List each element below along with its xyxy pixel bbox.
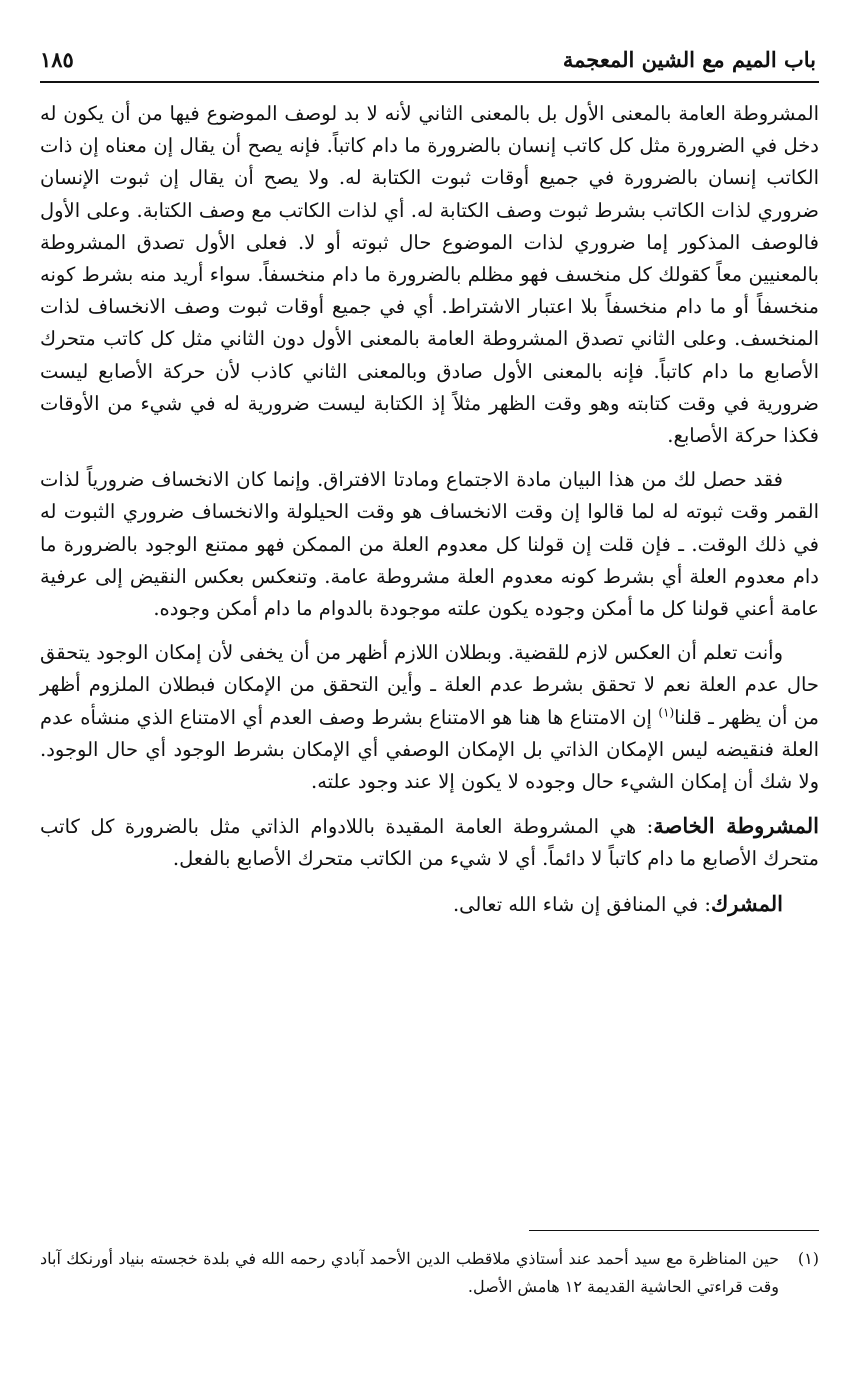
paragraph — [40, 637, 819, 798]
entry-text: : هي المشروطة العامة المقيدة باللادوام الذاتي مثل بالضرورة كل كاتب متحرك الأصابع ما دام كاتباً لا دائماً. أي لا شيء من الكاتب متحرك الأصابع بالفعل. — [40, 815, 819, 871]
paragraph-text: إن الامتناع ها هنا هو الامتناع بشرط وصف العدم أي الامتناع الذي منشأه عدم العلة فنقيضه ليس الإمكان الذاتي بل الإمكان الوصفي أي الإمكان بشرط الوجود أي حال الوجود. ولا شك أن إمكان الشيء حال وجوده لا يكون إلا عند وجود علته. — [40, 705, 820, 794]
main-text — [40, 98, 819, 933]
entry — [40, 888, 819, 921]
running-title: باب الميم مع الشين المعجمة — [562, 46, 816, 72]
entry-term: المشرك — [710, 890, 783, 916]
paragraph: المشروطة العامة بالمعنى الأول بل بالمعنى الثاني لأنه لا بد لوصف الموضوع فيها من أن يكون له دخل في الضرورة مثل كل كاتب إنسان بالضرورة ما دام كاتباً. فإنه يصح أن يقال إن معناه إن ذات الكاتب إنسان بالضرورة في جميع أوقات ثبوت الكتابة له. ولا يصح أن يقال إن ثبوت الإنسان ضروري لذات الكاتب بشرط ثبوت وصف الكتابة له. أي لذات الكاتب مع وصف الكتابة. وعلى الأول فالوصف المذكور إما ضروري لذات الموضوع حال ثبوته أو لا. فعلى الأول تصدق المشروطة بالمعنيين معاً كقولك كل منخسف فهو مظلم بالضرورة ما دام منخسفاً. سواء أريد منه بشرط كونه منخسفاً أو ما دام منخسفاً بلا اعتبار الاشتراط. أي في جميع أوقات ثبوت وصف الانخساف لذات المنخسف. وعلى الثاني تصدق المشروطة العامة بالمعنى الأول دون الثاني مثل كل كاتب متحرك الأصابع ما دام كاتباً. فإنه بالمعنى الأول صادق وبالمعنى الثاني كاذب لأن حركة الأصابع ليست ضرورية في وقت كتابته وهو وقت الظهر مثلاً إذ الكتابة ليست ضرورية له في شيء من الأوقات فكذا حركة الأصابع. — [40, 102, 819, 448]
header-divider — [40, 81, 819, 83]
paragraph-text: وأنت تعلم أن العكس لازم للقضية. وبطلان اللازم أظهر من أن يخفى لأن إمكان الوجود يتحقق حال عدم العلة نعم لا تحقق بشرط عدم العلة ـ وأين التحقق من الإمكان فبطلان الملزوم أظهر من أن يظهر ـ قلنا — [40, 641, 819, 729]
paragraph: فقد حصل لك من هذا البيان مادة الاجتماع ومادتا الافتراق. وإنما كان الانخساف ضرورياً لذات القمر وقت ثبوته له لما قالوا إن وقت الانخساف هو وقت الحيلولة والانخساف ضروري الثبوت له في ذلك الوقت. ـ فإن قلت إن قولنا كل معدوم العلة من الممكن فهو ممتنع الوجود بالضرورة ما دام معدوم العلة أي بشرط كونه معدوم العلة مشروطة عامة. وتنعكس بعكس النقيض إلى عرفية عامة أعني قولنا كل ما أمكن وجوده يكون علته موجودة بالدوام ما دام أمكن وجوده. — [40, 468, 819, 621]
entry — [40, 810, 819, 875]
footnote-reference: (١) — [658, 705, 675, 720]
footnote-text: حين المناظرة مع سيد أحمد عند أستاذي ملاقطب الدين الأحمد آبادي رحمه الله في بلدة خجسته بنياد أورنكك آباد وقت قراءتي الحاشية القديمة ١٢ هامش الأصل. — [40, 1249, 779, 1296]
footnote-number: (١) — [797, 1249, 819, 1268]
footnote-divider — [529, 1230, 819, 1231]
entry-term: المشروطة الخاصة — [653, 813, 819, 839]
page-header — [40, 40, 816, 78]
footnote — [40, 1245, 819, 1301]
page-number: ١٨٥ — [40, 46, 74, 72]
entry-text: : في المنافق إن شاء الله تعالى. — [452, 892, 711, 916]
